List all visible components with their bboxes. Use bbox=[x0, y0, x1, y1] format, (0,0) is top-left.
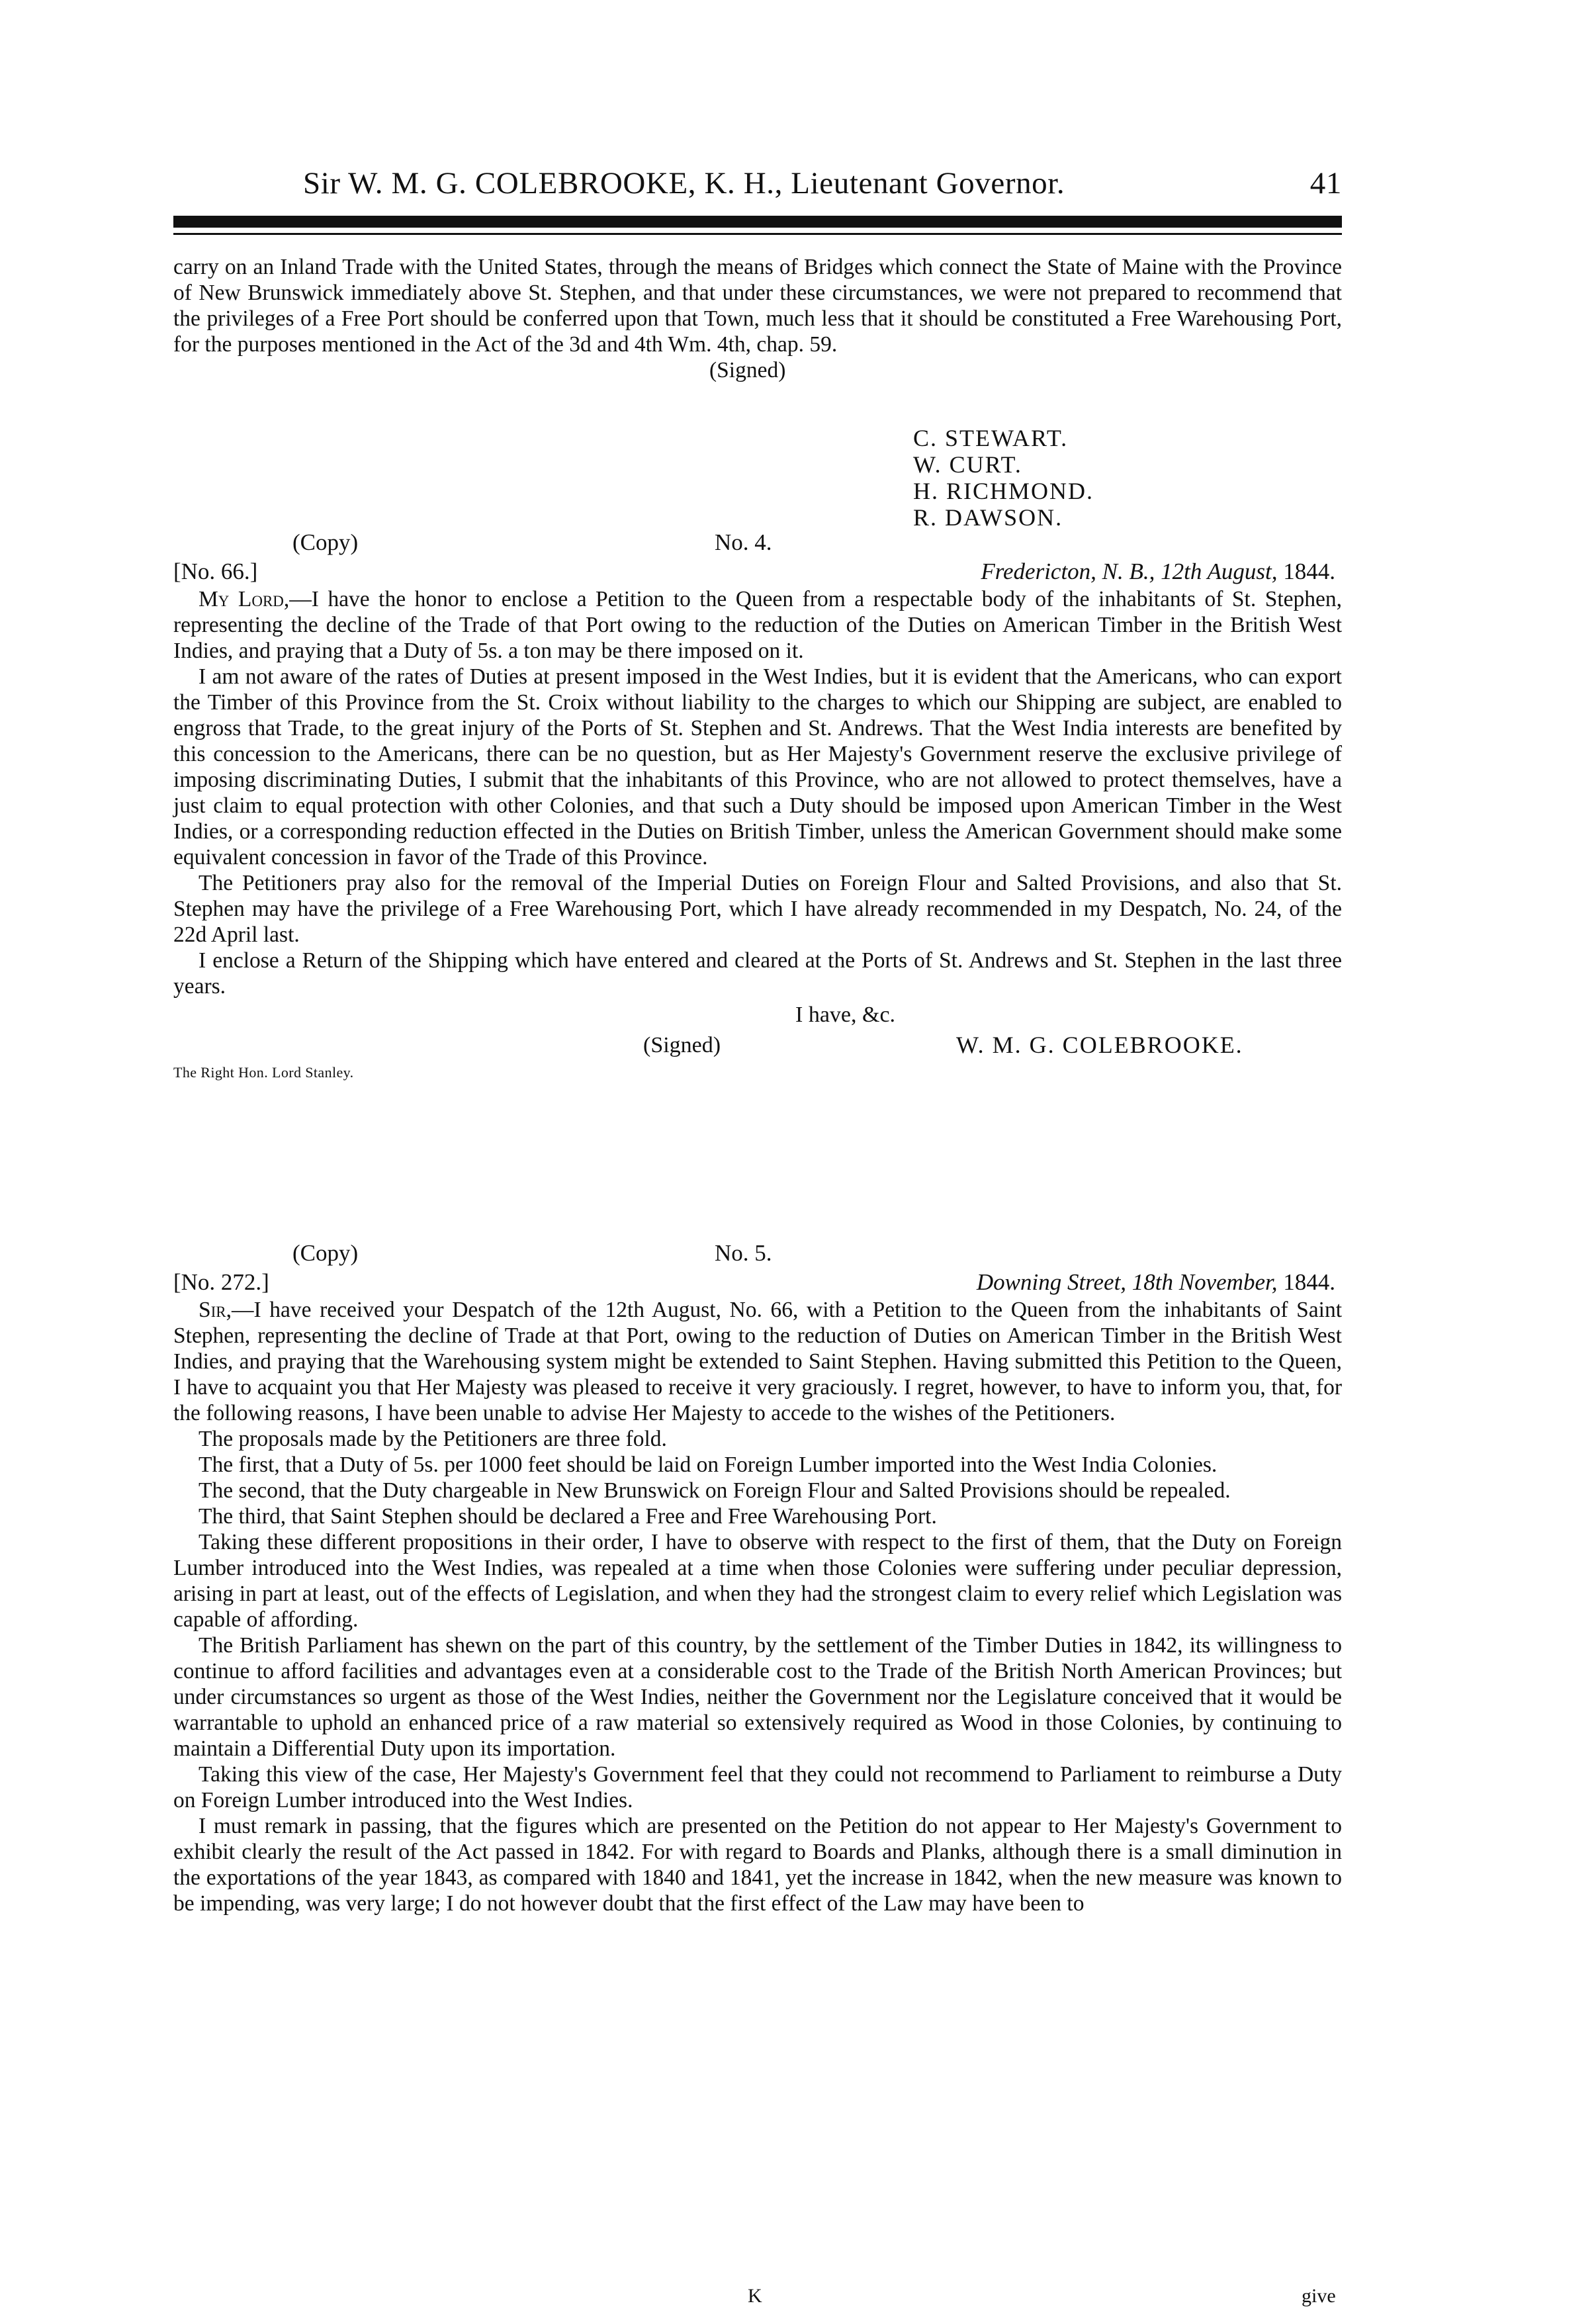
paragraph: I must remark in passing, that the figures which are presented on the Petition do not appear to Her Majesty's Government to exhibit clearly the result of the Act passed in 1842. For with regard to Boards and Planks, although there is a small diminution in the exportations of the year 1843, as compared with 1840 and 1841, yet the increase in 1842, when the new measure was known to be impending, was very large; I do not however doubt that the first effect of the Law may have been to bbox=[173, 1814, 1342, 1916]
paragraph: My Lord,—I have the honor to enclose a Petition to the Queen from a respectable body of the inhabitants of St. Stephen, representing the decline of the Trade of that Port owing to the reduction of the Duties on American Timber in the British West Indies, and praying that a Duty of 5s. a ton may be there imposed on it. bbox=[173, 587, 1343, 663]
despatch-no-5 bbox=[173, 1239, 1342, 1916]
copy-label: (Copy) bbox=[292, 1240, 359, 1266]
copy-label: (Copy) bbox=[292, 529, 359, 555]
despatch-no-4 bbox=[173, 528, 1342, 1083]
catchword: give bbox=[1302, 2285, 1336, 2307]
paragraph: Sir,—I have received your Despatch of the 12th August, No. 66, with a Petition to the Queen from the inhabitants of Saint Stephen, representing the decline of Trade at that Port, owing to the reduction of Duties on American Timber in the British West Indies, and praying that the Warehousing system might be extended to Saint Stephen. Having submitted this Petition to the Queen, I have to acquaint you that Her Majesty was pleased to receive it very graciously. I regret, however, to have to inform you, that, for the following reasons, I have been unable to advise Her Majesty to accede to the wishes of the Petitioners. bbox=[173, 1298, 1342, 1425]
continuation-block bbox=[173, 254, 1342, 383]
closing-block bbox=[173, 999, 1342, 1063]
place-and-date bbox=[977, 1268, 1335, 1297]
page-number: 41 bbox=[1309, 166, 1342, 201]
place-and-date bbox=[981, 557, 1335, 586]
signatory-list bbox=[913, 425, 1094, 531]
continuation-paragraph: carry on an Inland Trade with the United States, through the means of Bridges which connect the State of Maine with the Province of New Brunswick immediately above St. Stephen, and that under these circumstances, we were not prepared to recommend that the privileges of a Free Port should be conferred upon that Town, much less that it should be constituted a Free Warehousing Port, for the purposes mentioned in the Act of the 3d and 4th Wm. 4th, chap. 59. bbox=[173, 255, 1342, 357]
signatory-name: W. CURT. bbox=[913, 451, 1022, 478]
paragraph: The first, that a Duty of 5s. per 1000 feet should be laid on Foreign Lumber imported into the West India Colonies. bbox=[199, 1452, 1218, 1477]
continuation-signed-row bbox=[173, 357, 1342, 383]
paragraph: The Petitioners pray also for the removal of the Imperial Duties on Foreign Flour and Salted Provisions, and also that St. Stephen may have the privilege of a Free Warehousing Port, which I have already recommended in my Despatch, No. 24, of the 22d April last. bbox=[173, 871, 1342, 947]
doc-heading bbox=[173, 1239, 1342, 1268]
despatch-reference: [No. 66.] bbox=[173, 559, 258, 584]
addressee: The Right Hon. Lord Stanley. bbox=[173, 1064, 354, 1081]
despatch-reference: [No. 272.] bbox=[173, 1269, 269, 1295]
date-year: 1844. bbox=[1283, 559, 1335, 584]
paragraph: The second, that the Duty chargeable in New Brunswick on Foreign Flour and Salted Provisions should be repealed. bbox=[199, 1478, 1231, 1503]
place: Fredericton, N. B., bbox=[981, 559, 1155, 584]
signer-name: W. M. G. COLEBROOKE. bbox=[956, 1032, 1243, 1058]
salutation: Sir, bbox=[199, 1298, 232, 1322]
doc-heading bbox=[173, 528, 1342, 557]
header-rule-thick bbox=[173, 216, 1342, 228]
closing-formula: I have, &c. bbox=[795, 1003, 896, 1027]
date-day: 12th August, bbox=[1161, 559, 1278, 584]
date-day: 18th November, bbox=[1131, 1269, 1278, 1295]
header-rule-thin bbox=[173, 233, 1342, 235]
signatory-name: R. DAWSON. bbox=[913, 504, 1063, 531]
signatory-name: H. RICHMOND. bbox=[913, 478, 1094, 504]
paragraph: I enclose a Return of the Shipping which have entered and cleared at the Ports of St. Andrews and St. Stephen in the last three years. bbox=[173, 948, 1342, 999]
paragraph: The proposals made by the Petitioners are three fold. bbox=[199, 1427, 667, 1451]
paragraph: The third, that Saint Stephen should be declared a Free and Free Warehousing Port. bbox=[199, 1504, 937, 1529]
paragraph: Taking this view of the case, Her Majesty's Government feel that they could not recommend to Parliament to reimburse a Duty on Foreign Lumber introduced into the West Indies. bbox=[173, 1762, 1342, 1812]
running-head bbox=[173, 165, 1342, 208]
reference-row bbox=[173, 557, 1342, 586]
signed-label: (Signed) bbox=[709, 358, 786, 382]
document-number: No. 4. bbox=[715, 529, 772, 555]
signed-label: (Signed) bbox=[643, 1033, 721, 1057]
place: Downing Street, bbox=[976, 1269, 1127, 1295]
paragraph: I am not aware of the rates of Duties at present imposed in the West Indies, but it is evident that the Americans, who can export the Timber of this Province from the St. Croix without liability to the charges to which our Shipping are subject, are enabled to engross that Trade, to the great injury of the Ports of St. Stephen and St. Andrews. That the West India interests are benefited by this concession to the Americans, there can be no question, but as Her Majesty's Government reserve the exclusive privilege of imposing discriminating Duties, I submit that the inhabitants of this Province, who are not allowed to protect themselves, have a just claim to equal protection with other Colonies, and that such a Duty should be imposed upon American Timber in the West Indies, or a corresponding reduction effected in the Duties on British Timber, unless the American Government should make some equivalent concession in favor of the Trade of this Province. bbox=[173, 664, 1342, 870]
reference-row bbox=[173, 1268, 1342, 1297]
signatory-name: C. STEWART. bbox=[913, 425, 1069, 451]
running-title: Sir W. M. G. COLEBROOKE, K. H., Lieutenant Governor. bbox=[303, 166, 1065, 201]
paragraph: The British Parliament has shewn on the part of this country, by the settlement of the Timber Duties in 1842, its willingness to continue to afford facilities and advantages even at a considerable cost to the Trade of the British North American Provinces; but under circumstances so urgent as those of the West Indies, neither the Government nor the Legislature conceived that it would be warrantable to uphold an enhanced price of a raw material so extensively required as Wood in those Colonies, by continuing to maintain a Differential Duty upon its importation. bbox=[173, 1633, 1342, 1761]
date-year: 1844. bbox=[1283, 1269, 1335, 1295]
salutation: My Lord, bbox=[199, 587, 290, 611]
document-number: No. 5. bbox=[715, 1240, 772, 1266]
signature-mark: K bbox=[748, 2285, 762, 2307]
paragraph: Taking these different propositions in their order, I have to observe with respect to the first of them, that the Duty on Foreign Lumber introduced into the West Indies, was repealed at a time when those Colonies were suffering under peculiar depression, arising in part at least, out of the effects of Legislation, and when they had the strongest claim to every relief which Legislation was capable of affording. bbox=[173, 1530, 1342, 1632]
